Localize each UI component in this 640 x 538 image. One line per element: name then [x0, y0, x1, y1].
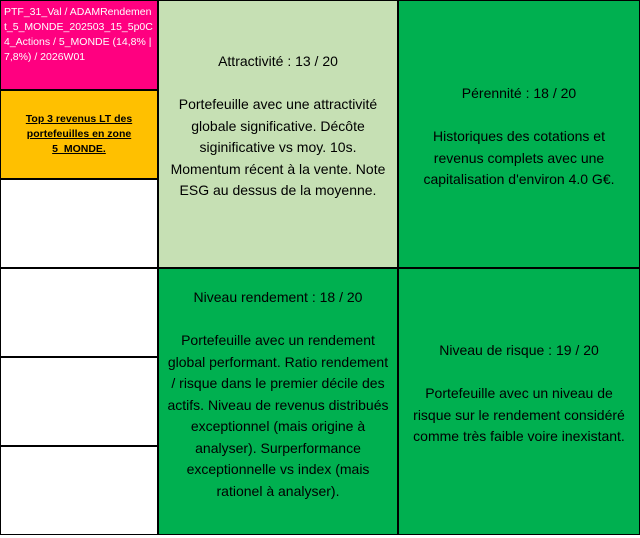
portfolio-identifier-cell [0, 0, 158, 90]
empty-cell-2 [0, 268, 158, 357]
attractivite-body: Portefeuille avec une attractivité globale significative. Décôte siginificative vs moy. 10s. Momentum récent à la vente. Note ESG au dessus de la moyenne. [170, 96, 386, 198]
risque-heading: Niveau de risque : 19 / 20 [439, 342, 599, 358]
perennite-block [398, 0, 640, 268]
rendement-block [158, 268, 398, 535]
rendement-heading: Niveau rendement : 18 / 20 [193, 289, 363, 305]
attractivite-heading: Attractivité : 13 / 20 [218, 53, 338, 69]
empty-cell-3 [0, 357, 158, 446]
empty-cell-1 [0, 179, 158, 268]
attractivite-block [158, 0, 398, 268]
risque-body: Portefeuille avec un niveau de risque sur le rendement considéré comme très faible voire inexistant. [413, 385, 625, 444]
empty-cell-4 [0, 446, 158, 535]
perennite-heading: Pérennité : 18 / 20 [461, 85, 577, 101]
risque-block [398, 268, 640, 535]
report-title: Top 3 revenus LT des portefeuilles en zone 5_MONDE. [25, 113, 133, 155]
rendement-body: Portefeuille avec un rendement global performant. Ratio rendement / risque dans le premier décile des actifs. Niveau de revenus distribués exceptionnel (mais origine à analyser). Surperformance exceptionnelle vs index (mais rationel à analyser). [167, 332, 389, 499]
report-title-cell [0, 90, 158, 179]
perennite-body: Historiques des cotations et revenus complets avec une capitalisation d'environ 4.0 G€. [423, 128, 615, 187]
portfolio-identifier: PTF_31_Val / ADAMRendement_5_MONDE_202503_15_5p0C4_Actions / 5_MONDE (14,8% | 7,8%) / 2026W01 [4, 6, 153, 63]
